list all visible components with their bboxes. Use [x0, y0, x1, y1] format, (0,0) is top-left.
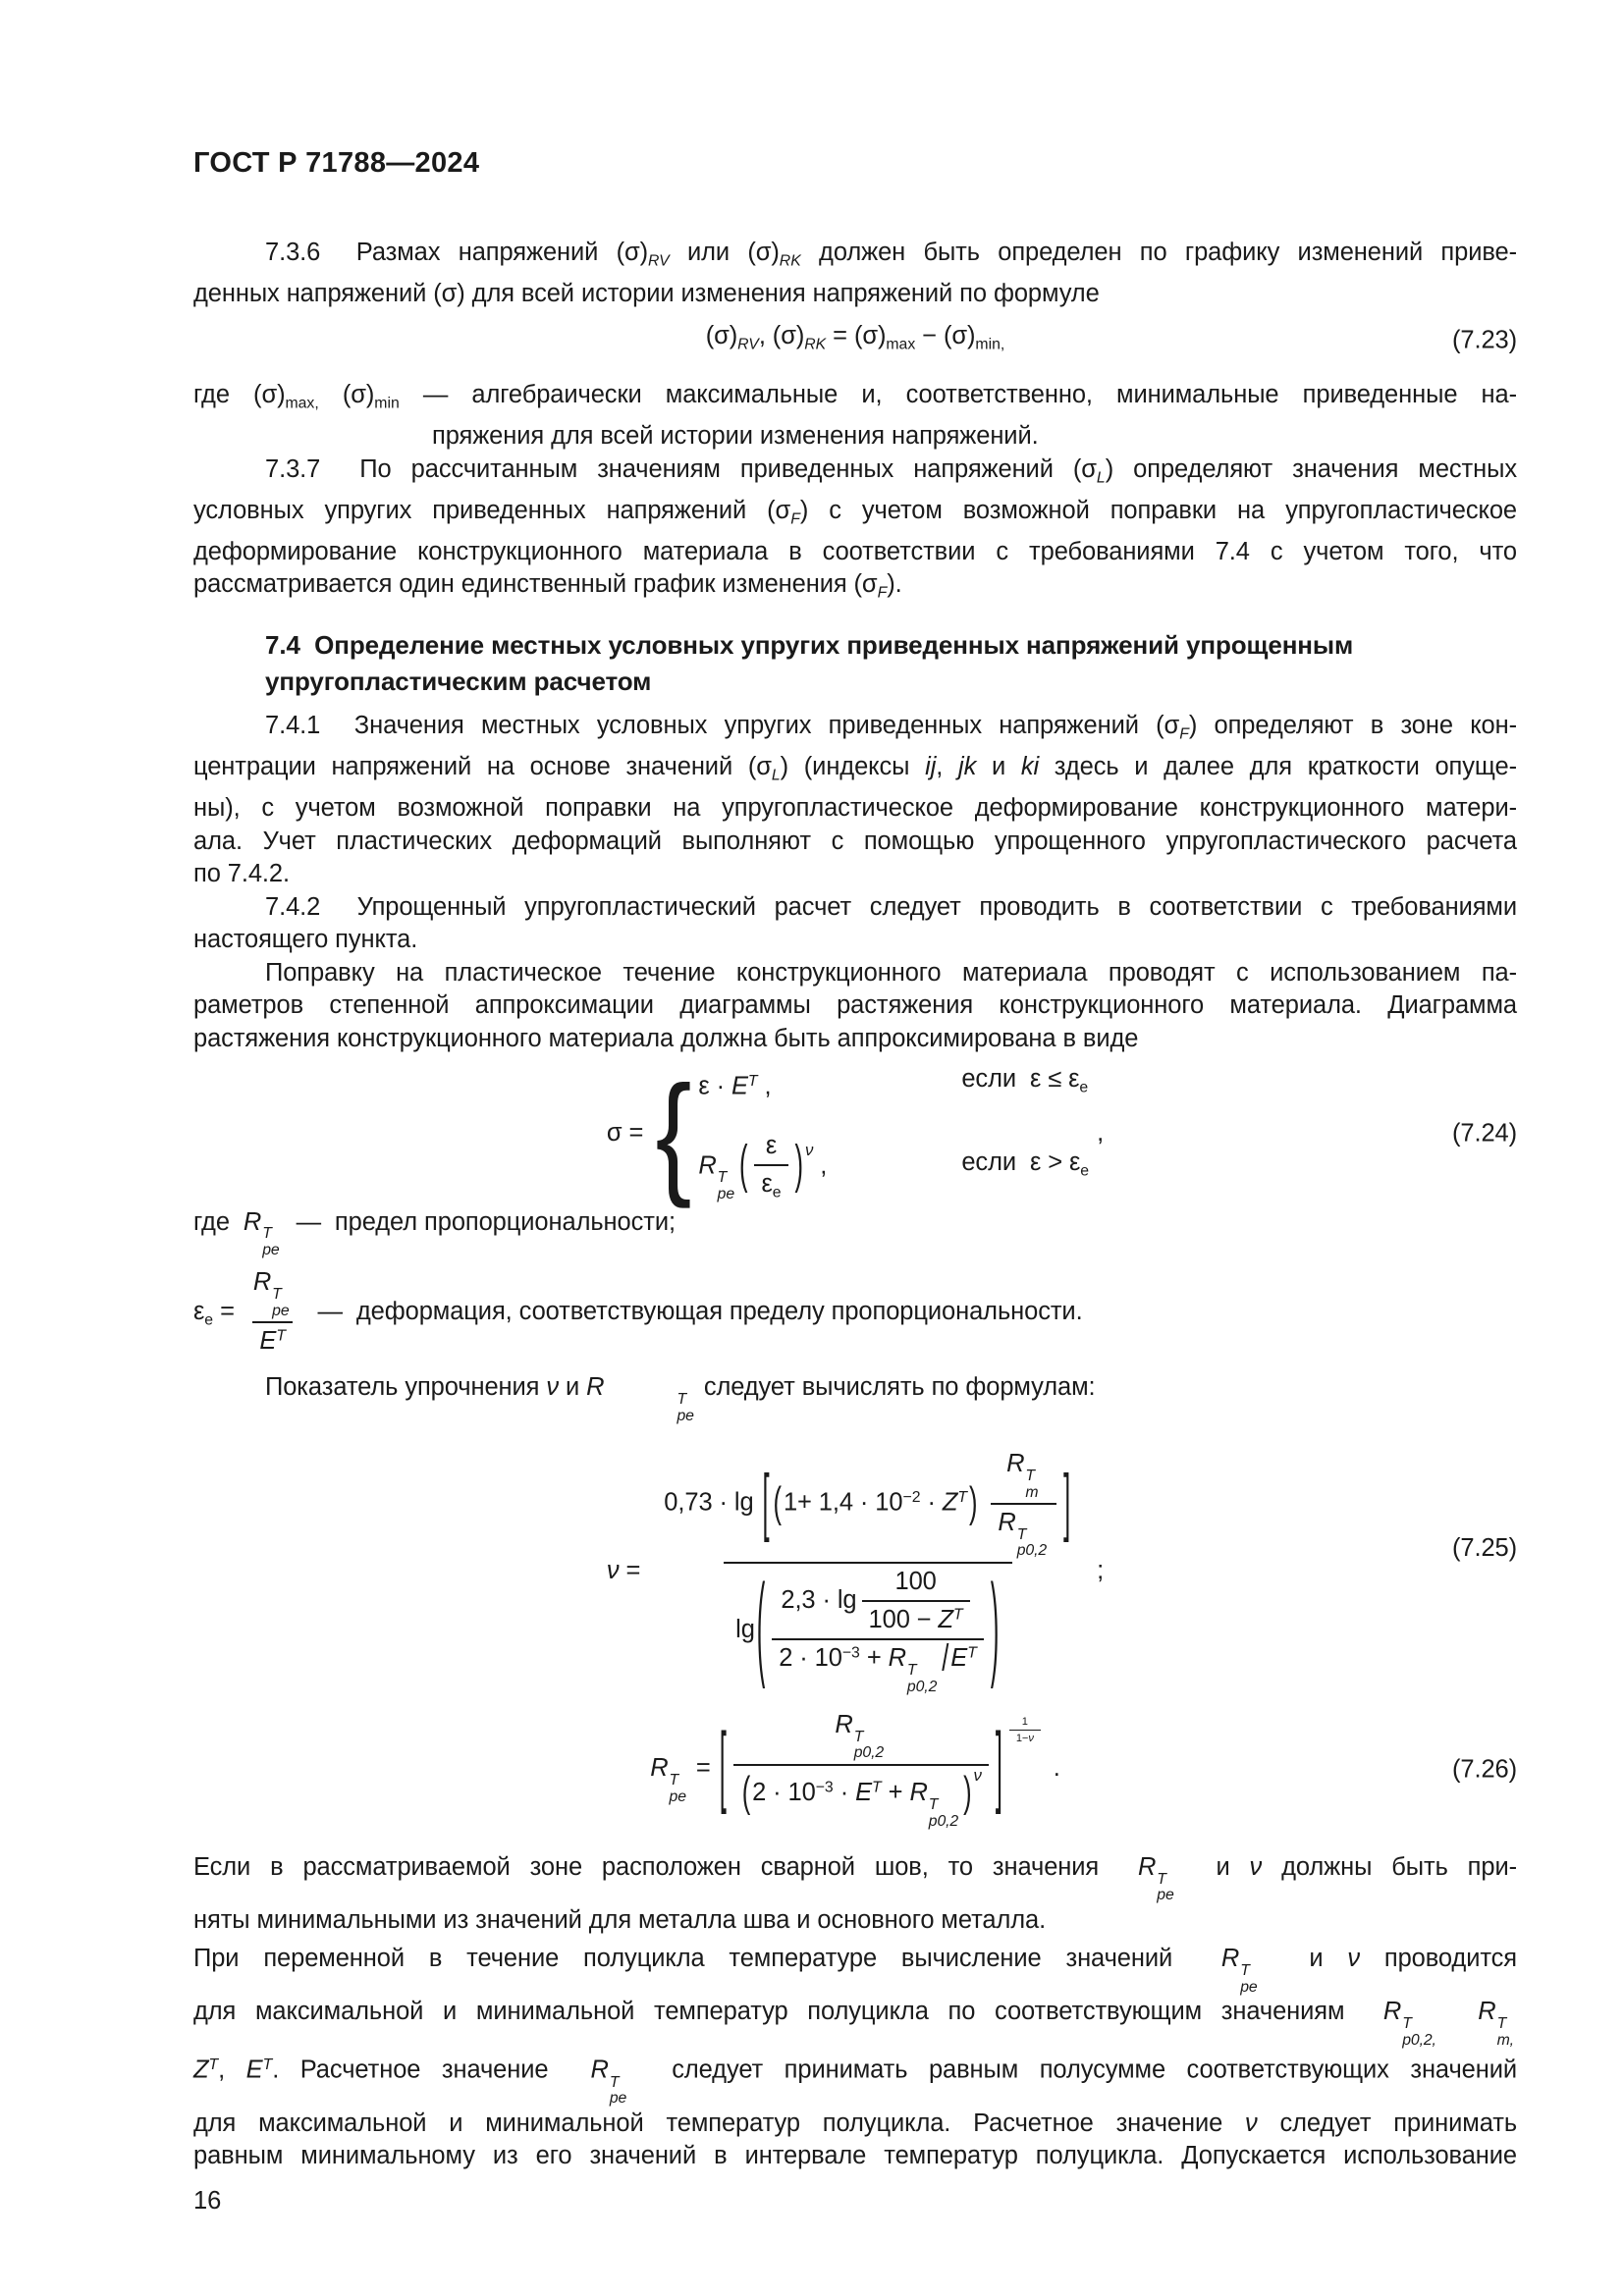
cases-brace: { — [655, 1057, 692, 1209]
text-line: условных упругих приведенных напряжений $(\sigma_F)$ с учетом возможной поправки на упругопластическое — [193, 496, 1517, 528]
main-fraction — [652, 1448, 1084, 1695]
text-line: где R T pe — предел пропорциональности; — [193, 1207, 676, 1258]
text-line: раметров степенной аппроксимации диаграммы растяжения конструкционного материала. Диаграмма — [193, 991, 1517, 1020]
case-condition: если $\varepsilon \le \varepsilon_e$ — [961, 1065, 1089, 1096]
text-line: настоящего пункта. — [193, 926, 418, 954]
text-line: пряжения для всей истории изменения напряжений. — [432, 422, 1039, 451]
text-line: ала. Учет пластических деформаций выполняют с помощью упрощенного упругопластического расчета — [193, 827, 1517, 855]
equation-rhs: [ R T p0,2 ($2 \cdot 10^{-3} \cdot E^T + R$ T p0,2 ) ν ] $\frac{1}{1-\nu}$ — [718, 1754, 1046, 1782]
equation-7-24 — [606, 1057, 1105, 1209]
paragraph-7-3-6 — [193, 237, 1517, 311]
equation-punctuation: ; — [1097, 1556, 1105, 1584]
equation-punctuation: , — [1097, 1119, 1105, 1148]
equation-7-26 — [650, 1711, 1060, 1830]
paragraph-7-4-1 — [193, 710, 1517, 891]
paragraph-popravka — [193, 957, 1517, 1056]
text-line: денных напряжений (σ) для всей истории изменения напряжений по формуле — [193, 279, 1100, 307]
text-line: рассматривается один единственный график изменения $(\sigma_F)$. — [193, 570, 902, 602]
text-line: При переменной в течение полуцикла температуре вычисление значений R T pe и ν проводится — [193, 1945, 1517, 1996]
text-line: центрации напряжений на основе значений $(\sigma_L)$ (индексы ij, jk и ki здесь и далее для краткости опуще- — [193, 753, 1517, 784]
paragraph-7-4-2 — [193, 891, 1517, 957]
formula-7-23 — [193, 316, 1517, 365]
section-heading-7-4 — [265, 627, 1517, 700]
equation-lhs: ν = — [606, 1556, 648, 1584]
text-line: ны), с учетом возможной поправки на упругопластическое деформирование конструкционного матери- — [193, 794, 1517, 823]
paragraph-esli — [193, 1851, 1517, 1937]
heading-line: упругопластическим расчетом — [265, 667, 652, 697]
case-expression: $\varepsilon \cdot E^T$ , — [698, 1072, 772, 1100]
formula-number: (7.26) — [1451, 1754, 1517, 1783]
page-header: ГОСТ Р 71788—2024 — [193, 147, 480, 179]
text-line: $\varepsilon_e$ = R T pe $E^T$ — деформация, соответствующая пределу пропорциональности. — [193, 1298, 1083, 1325]
formula-7-25 — [193, 1448, 1517, 1695]
text-line: Поправку на пластическое течение конструкционного материала проводят с использованием па- — [265, 958, 1517, 987]
text-line: растяжения конструкционного материала должна быть аппроксимирована в виде — [193, 1024, 1139, 1052]
text-line: $Z^T$, $E^T$. Расчетное значение R T pe следует принимать равным полусумме соответствующих значений — [193, 2056, 1517, 2108]
paragraph-peremennaya — [193, 1943, 1517, 2172]
text-line: деформирование конструкционного материала в соответствии с требованиями 7.4 с учетом того, что — [193, 537, 1517, 565]
text-line: 7.4.1 Значения местных условных упругих приведенных напряжений $(\sigma_F)$ определяют в зоне кон- — [265, 712, 1517, 743]
paragraph-pokazatel — [193, 1371, 1517, 1424]
text-line: равным минимальному из его значений в интервале температур полуцикла. Допускается использование — [193, 2142, 1517, 2170]
case-expression: R T pe ( $\frac{\varepsilon}{\varepsilon_e}$ ) ν , — [698, 1132, 828, 1202]
page-content — [193, 0, 1517, 2217]
equation-lhs: σ = — [606, 1119, 644, 1148]
formula-7-24 — [193, 1057, 1517, 1209]
where-clause-1 — [193, 379, 1517, 454]
fraction-numerator: 0,73 · lg [ $(1+ 1,4 \cdot 10^{-2} \cdot Z^T)$ R T m R T p0,2 ] — [664, 1450, 1071, 1560]
case-condition: если $\varepsilon > \varepsilon_e$ — [961, 1148, 1090, 1180]
page-number: 16 — [193, 2186, 222, 2215]
cases-block — [698, 1063, 1089, 1203]
equation-7-25 — [606, 1450, 1105, 1695]
paragraph-7-3-7 — [193, 454, 1517, 611]
equation-punctuation: . — [1053, 1754, 1060, 1783]
fraction-denominator: lg( 2,3 · lg $\frac{100}{100 - Z^T}$ $2 \cdot 10^{-3} + R$ T p0,2 $/E^T$ ) — [724, 1562, 1012, 1695]
formula-7-26 — [193, 1709, 1517, 1830]
text-line: няты минимальными из значений для металла шва и основного металла. — [193, 1905, 1047, 1934]
text-line: Если в рассматриваемой зоне расположен сварной шов, то значения R T pe и ν должны быть при- — [193, 1853, 1517, 1904]
case-row — [698, 1130, 1089, 1203]
text-line: Показатель упрочнения ν и R T pe следует вычислять по формулам: — [265, 1373, 1096, 1424]
heading-line: 7.4 Определение местных условных упругих приведенных напряжений упрощенным — [265, 630, 1354, 661]
where-clause-2 — [193, 1206, 1517, 1259]
equation-7-23: $(\sigma)_{RV}$, $(\sigma)_{RK} = (\sigma)_{max} - (\sigma)_{min,}$ — [705, 322, 1005, 353]
text-line: по 7.4.2. — [193, 860, 290, 888]
equation-lhs: R T pe = — [650, 1754, 718, 1805]
formula-number: (7.23) — [1451, 326, 1517, 354]
case-row — [698, 1063, 1089, 1104]
text-line: для максимальной и минимальной температур полуцикла по соответствующим значениям R T p0,2, R T m, — [193, 1998, 1514, 2049]
text-line: 7.4.2 Упрощенный упругопластический расчет следует проводить в соответствии с требованиями — [265, 892, 1517, 921]
epsilon-definition — [193, 1266, 1517, 1358]
text-line: 7.3.7 По рассчитанным значениям приведенных напряжений $(\sigma_L)$ определяют значения местных — [265, 454, 1517, 487]
text-line: где $(\sigma)_{max,}$ $(\sigma)_{min}$ — алгебраически максимальные и, соответственно, минимальные приведенные на- — [193, 381, 1517, 412]
formula-number: (7.25) — [1451, 1534, 1517, 1563]
formula-number: (7.24) — [1451, 1119, 1517, 1148]
text-line: 7.3.6 Размах напряжений $(\sigma)_{RV}$ или $(\sigma)_{RK}$ должен быть определен по графику изменений приве- — [265, 238, 1517, 270]
text-line: для максимальной и минимальной температур полуцикла. Расчетное значение ν следует принимать — [193, 2109, 1517, 2137]
